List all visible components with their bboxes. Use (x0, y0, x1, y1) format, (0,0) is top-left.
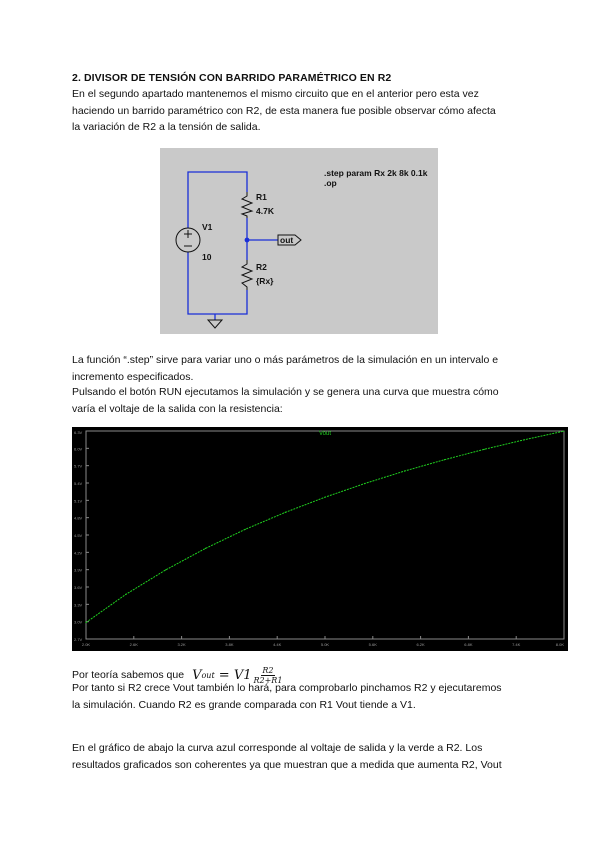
x-tick-label: 5.6K (368, 642, 377, 647)
vout-data-point (563, 431, 564, 432)
y-tick-label: 3.6V (74, 585, 83, 590)
y-tick-label: 5.7V (74, 463, 83, 469)
vout-plot (72, 427, 568, 651)
y-tick-label: 3.0V (74, 619, 83, 625)
vout-data-point (125, 594, 126, 595)
formula-lhs: V (192, 667, 202, 683)
x-tick-label: 8.0K (555, 642, 564, 647)
intro-line: haciendo un barrido paramétrico con R2, de esta manera fue posible observar cómo afecta (72, 104, 496, 117)
step-directive: .step param Rx 2k 8k 0.1k (324, 168, 428, 178)
formula-eq: = V1 (214, 667, 252, 683)
y-tick-label: 2.7V (74, 637, 83, 642)
vout-data-point (285, 512, 286, 513)
run-paragraph (72, 384, 528, 417)
op-directive: .op (324, 178, 337, 188)
r1-resistor (242, 192, 252, 218)
out-label: out (280, 235, 294, 245)
plot-frame (86, 431, 564, 639)
vout-data-point (85, 622, 86, 623)
intro-paragraph (72, 86, 528, 136)
formula-lhs-sub: out (201, 670, 215, 680)
r2-resistor (242, 260, 252, 290)
step-paragraph (72, 352, 528, 385)
run-line: Pulsando el botón RUN ejecutamos la simulación y se genera una curva que muestra cómo (72, 386, 499, 398)
x-tick-label: 3.8K (225, 642, 234, 647)
conclusion-line: Por tanto si R2 crece Vout también lo hará, para comprobarlo pinchamos R2 y ejecutaremos (72, 682, 502, 694)
x-tick-label: 2.0K (81, 642, 91, 647)
vout-data-point (484, 449, 485, 450)
y-tick-label: 6.3V (74, 430, 83, 435)
vout-data-point (324, 497, 325, 498)
r1-name: R1 (256, 192, 267, 202)
y-tick-label: 3.3V (74, 602, 83, 608)
x-tick-label: 3.2K (177, 642, 186, 647)
vout-data-point (364, 483, 365, 484)
vout-data-point (205, 548, 206, 549)
formula-prefix: Por teoría sabemos que (72, 669, 185, 681)
final-line: En el gráfico de abajo la curva azul corresponde al voltaje de salida y la verde a R2. Los (72, 742, 483, 754)
y-tick-label: 5.1V (74, 498, 83, 504)
ground-icon (208, 320, 222, 328)
x-tick-label: 5.0K (320, 642, 330, 647)
r1-value: 4.7K (256, 206, 274, 216)
v1-name: V1 (202, 222, 213, 232)
run-line: varía el voltaje de la salida con la resistencia: (72, 402, 283, 415)
circuit-schematic (160, 148, 438, 334)
final-line: resultados graficados son coherentes ya que muestran que a medida que aumenta R2, Vout (72, 758, 502, 771)
conclusion-paragraph (72, 680, 528, 713)
formula-numerator: R2 (262, 665, 274, 675)
y-tick-label: 5.4V (74, 481, 83, 486)
step-line: incremento especificados. (72, 370, 194, 383)
y-tick-label: 4.5V (74, 533, 83, 538)
vout-data-point (165, 569, 166, 570)
vout-series-line (86, 431, 564, 622)
r2-name: R2 (256, 262, 267, 272)
conclusion-line: la simulación. Cuando R2 es grande comparada con R1 Vout tiende a V1. (72, 698, 416, 711)
y-tick-label: 3.9V (74, 567, 83, 573)
formula-denominator: R2+R1 (253, 675, 283, 685)
plot-title: Vout (318, 431, 332, 437)
section-heading: 2. DIVISOR DE TENSIÓN CON BARRIDO PARAMÉTRICO EN R2 (72, 72, 392, 84)
x-tick-label: 7.4K (512, 642, 521, 647)
r2-value: {Rx} (256, 276, 274, 286)
x-tick-label: 2.6K (129, 642, 138, 647)
y-tick-label: 4.8V (74, 515, 83, 521)
intro-line: En el segundo apartado mantenemos el mismo circuito que en el anterior pero esta vez (72, 88, 479, 100)
x-tick-label: 6.8K (464, 642, 473, 647)
x-tick-label: 4.4K (273, 642, 282, 647)
intro-line: la variación de R2 a la tensión de salida. (72, 121, 261, 133)
final-paragraph (72, 740, 528, 773)
y-tick-label: 4.2V (74, 550, 83, 556)
step-line: La función “.step” sirve para variar uno o más parámetros de la simulación en un intervalo e (72, 354, 499, 366)
vout-data-point (245, 529, 246, 530)
output-node (245, 238, 250, 243)
vout-data-point (524, 439, 525, 440)
v1-value: 10 (202, 252, 212, 262)
x-tick-label: 6.2K (416, 642, 425, 647)
y-tick-label: 6.0V (74, 446, 83, 452)
vout-data-point (444, 459, 445, 460)
vout-data-point (404, 470, 405, 471)
